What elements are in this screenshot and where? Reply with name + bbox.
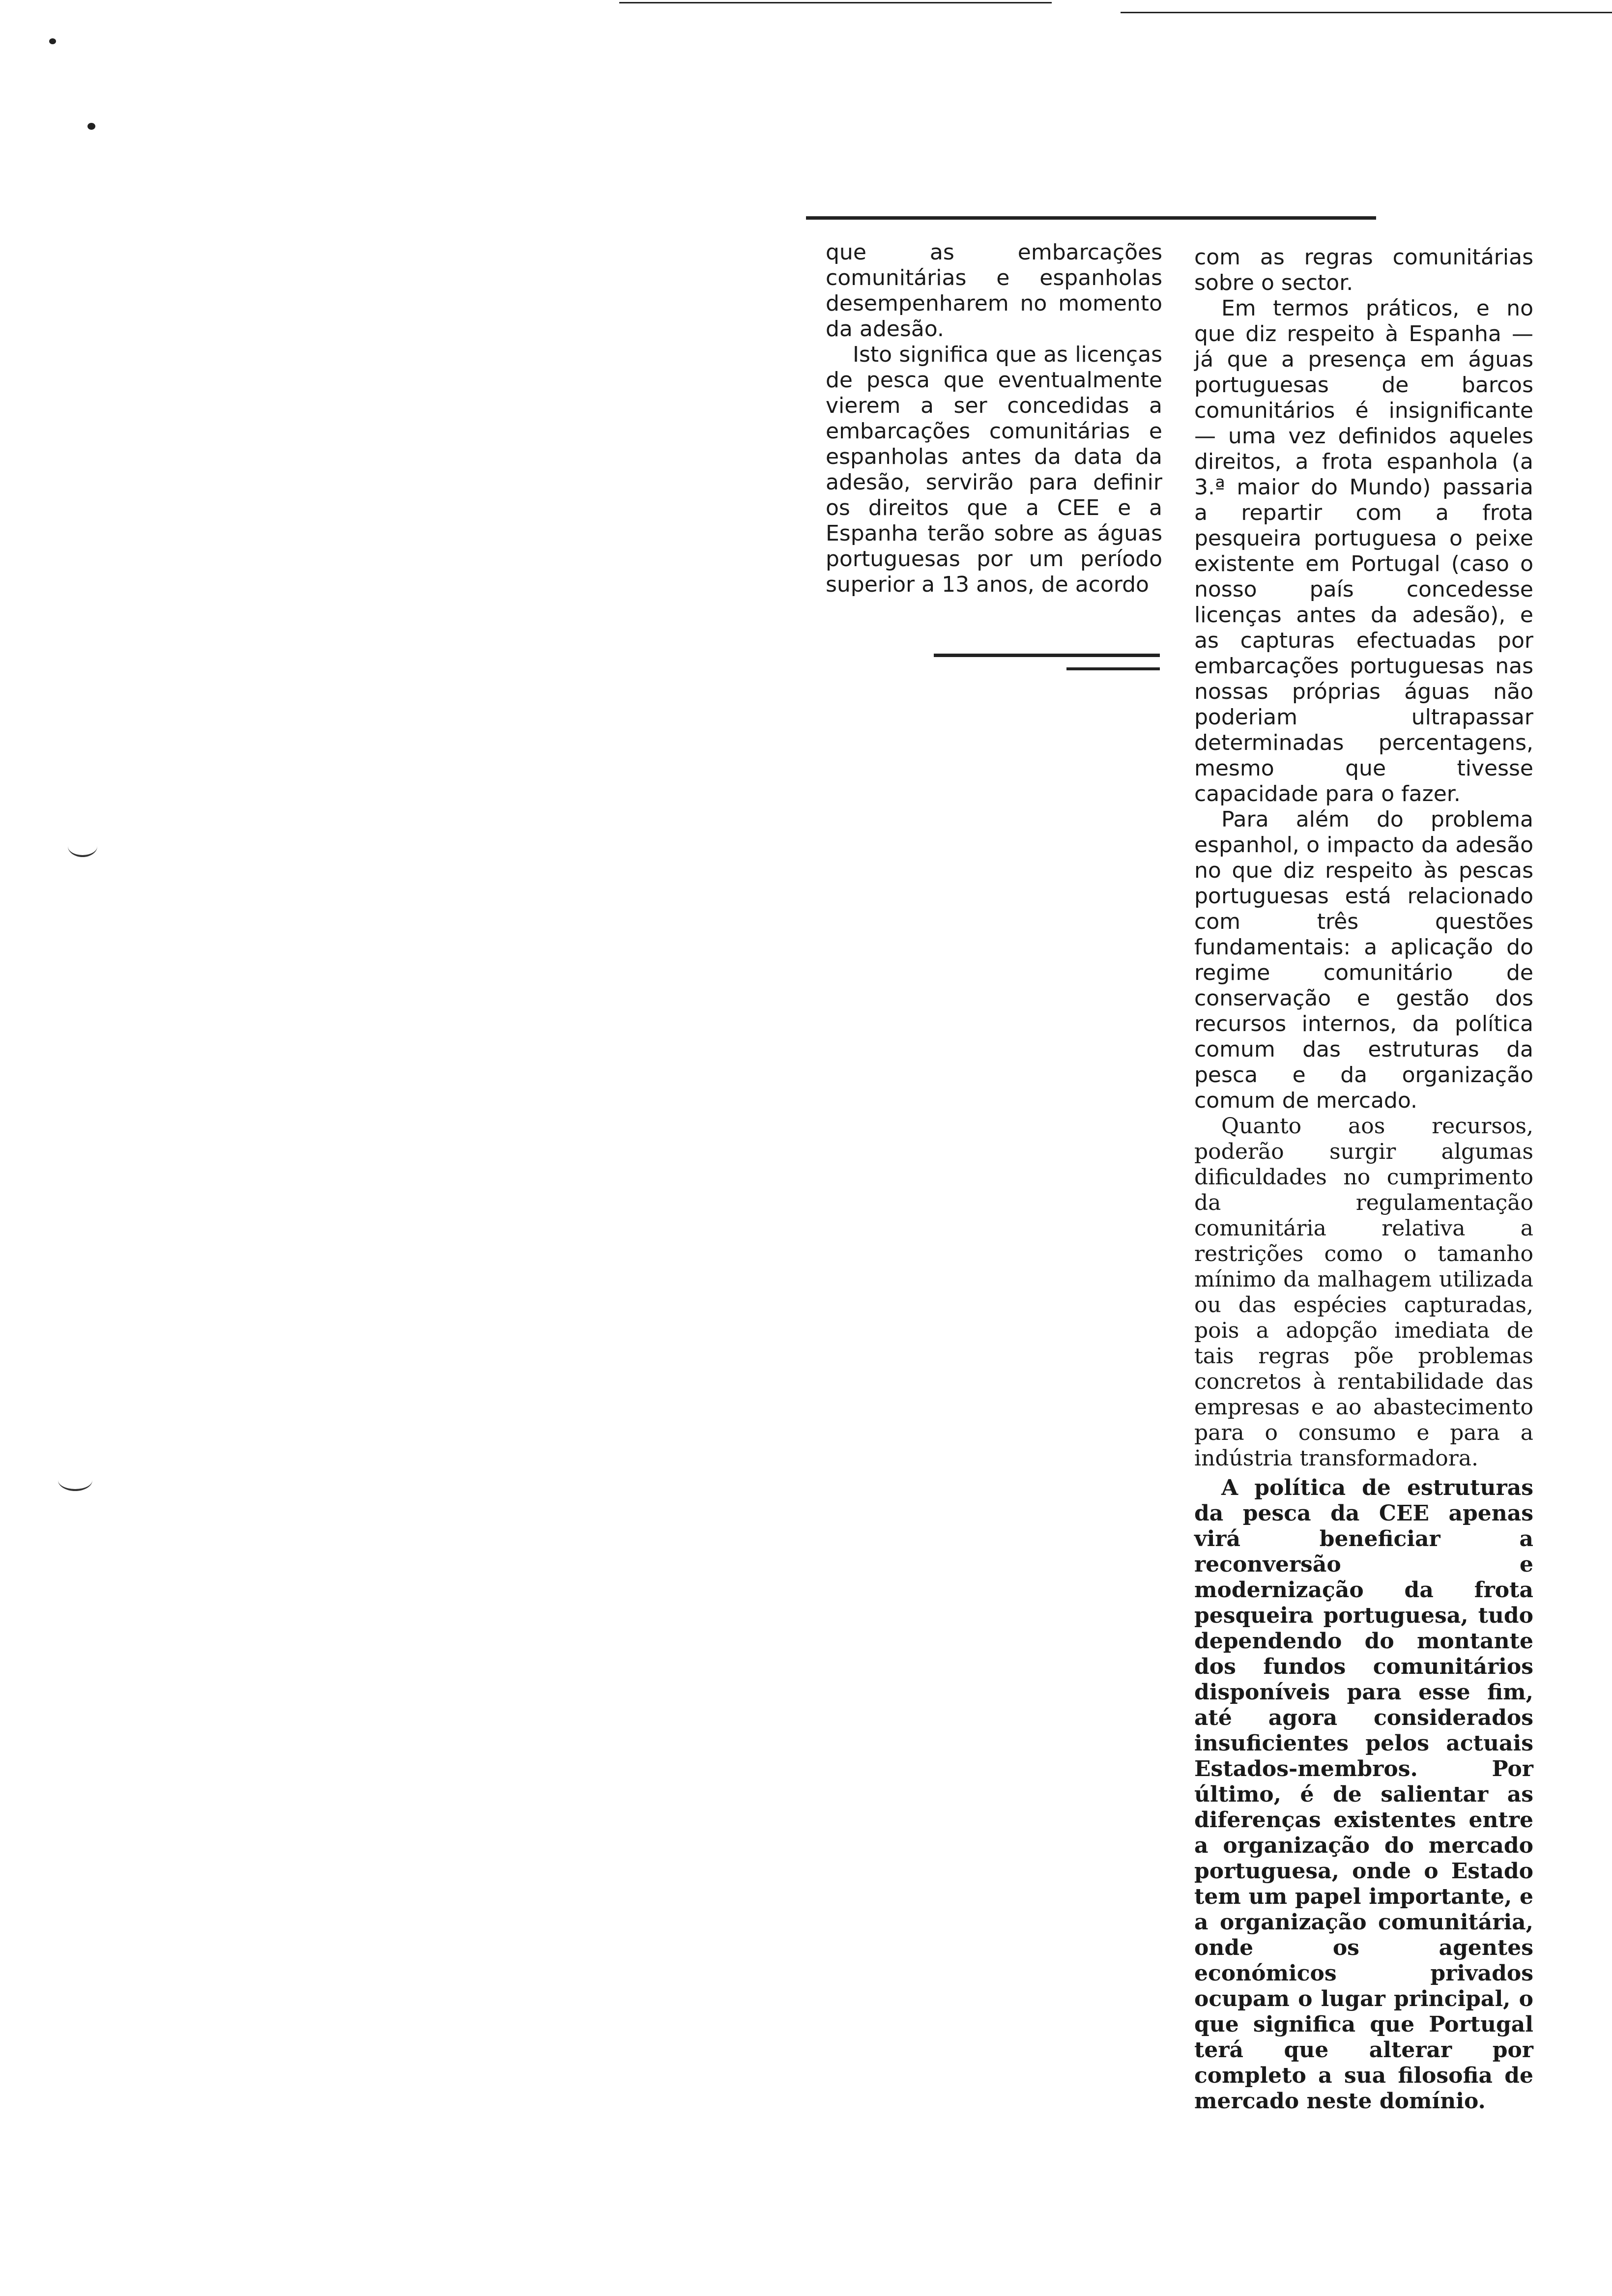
paragraph: Quanto aos recursos, poderão surgir algumas dificuldades no cumprimento da regulamentação comunitária relativa a restrições como o tamanho mínimo da malhagem utilizada ou das espécies capturadas, pois a adopção imediata de tais regras põe problemas concretos à rentabilidade das empresas e ao abastecimento para o consumo e para a indústria transformadora.: [1194, 1114, 1533, 1471]
punch-hole-mark: [68, 835, 97, 857]
paragraph: com as regras comunitárias sobre o sector.: [1194, 245, 1533, 295]
article-column-1: [826, 240, 1162, 598]
scan-speck: [49, 38, 56, 44]
column-top-rule: [806, 216, 1376, 220]
scan-edge-line: [1121, 12, 1612, 13]
column-end-rule: [1066, 667, 1160, 670]
paragraph: A política de estruturas da pesca da CEE apenas virá beneficiar a reconversão e modernização da frota pesqueira portuguesa, tudo dependendo do montante dos fundos comunitários disponíveis para esse fim, até agora considerados insuficientes pelos actuais Estados-membros. Por último, é de salientar as diferenças existentes entre a organização do mercado portuguesa, onde o Estado tem um papel importante, e a organização comunitária, onde os agentes económicos privados ocupam o lugar principal, o que significa que Portugal terá que alterar por completo a sua filosofia de mercado neste domínio.: [1194, 1475, 1533, 2114]
paragraph: Para além do problema espanhol, o impacto da adesão no que diz respeito às pescas portuguesas está relacionado com três questões fundamentais: a aplicação do regime comunitário de conservação e gestão dos recursos internos, da política comum das estruturas da pesca e da organização comum de mercado.: [1194, 807, 1533, 1113]
paragraph: Em termos práticos, e no que diz respeito à Espanha — já que a presença em águas portuguesas de barcos comunitários é insignificante — uma vez definidos aqueles direitos, a frota espanhola (a 3.ª maior do Mundo) passaria a repartir com a frota pesqueira portuguesa o peixe existente em Portugal (caso o nosso país concedesse licenças antes da adesão), e as capturas efectuadas por embarcações portuguesas nas nossas próprias águas não poderiam ultrapassar determinadas percentagens, mesmo que tivesse capacidade para o fazer.: [1194, 296, 1533, 806]
punch-hole-mark: [58, 1469, 92, 1491]
scan-speck: [87, 123, 95, 130]
article-column-2: [1194, 245, 1533, 2114]
paragraph: que as embarcações comunitárias e espanholas desempenharem no momento da adesão.: [826, 240, 1162, 342]
column-end-rule: [934, 654, 1160, 657]
paragraph: Isto significa que as licenças de pesca que eventualmente vierem a ser concedidas a embarcações comunitárias e espanholas antes da data da adesão, servirão para definir os direitos que a CEE e a Espanha terão sobre as águas portuguesas por um período superior a 13 anos, de acordo: [826, 342, 1162, 597]
scan-edge-line: [619, 2, 1052, 3]
